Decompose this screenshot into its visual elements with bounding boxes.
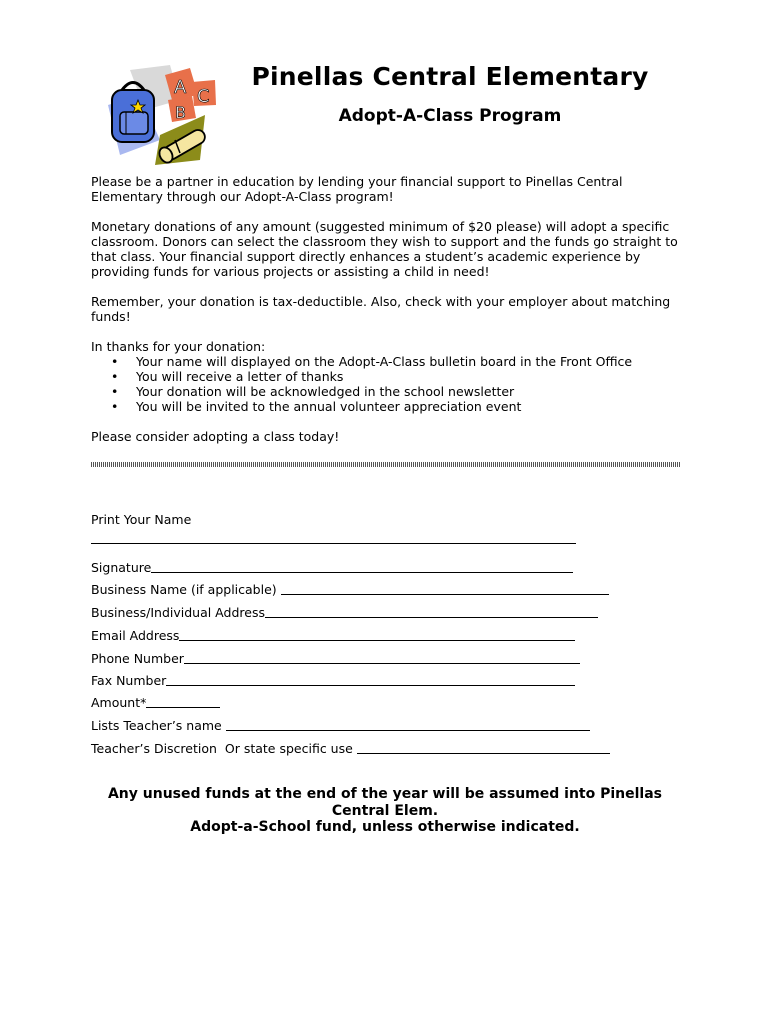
print-name-label: Print Your Name	[91, 512, 192, 527]
discretion-field	[91, 741, 610, 756]
phone-label: Phone Number	[91, 651, 184, 666]
backpack-icon	[112, 83, 154, 143]
fax-field	[91, 673, 575, 688]
letter-a: A	[174, 77, 187, 98]
benefit-text: Your donation will be acknowledged in the school newsletter	[136, 384, 515, 399]
address-input-line[interactable]	[265, 605, 598, 618]
email-label: Email Address	[91, 628, 180, 643]
program-subtitle: Adopt-A-Class Program	[338, 106, 562, 126]
letter-b: B	[175, 103, 186, 122]
signature-field	[91, 560, 573, 575]
phone-field	[91, 651, 580, 666]
amount-input-line[interactable]	[146, 695, 220, 708]
thanks-heading: In thanks for your donation:	[91, 339, 266, 354]
bullet-icon: •	[111, 369, 119, 384]
tax-note-paragraph: Remember, your donation is tax-deductible. Also, check with your employer about matching funds!	[91, 294, 671, 324]
list-item	[91, 369, 691, 384]
business-name-label: Business Name (if applicable)	[91, 582, 281, 597]
teacher-name-label: Lists Teacher’s name	[91, 718, 226, 733]
list-item	[91, 384, 691, 399]
business-name-field	[91, 582, 609, 597]
signature-label: Signature	[91, 560, 152, 575]
notice-line-2: Central Elem.	[331, 802, 439, 819]
email-field	[91, 628, 575, 643]
discretion-input-line[interactable]	[357, 741, 610, 754]
amount-field	[91, 695, 220, 710]
address-field	[91, 605, 598, 620]
letter-c: C	[197, 86, 210, 107]
signature-input-line[interactable]	[151, 560, 573, 573]
amount-label: Amount*	[91, 695, 147, 710]
donation-info-paragraph: Monetary donations of any amount (suggested minimum of $20 please) will adopt a specific classroom. Donors can select the classroom they wish to support and the funds go straight to that class. Your financial support directly enhances a student’s academic experience by providing funds for various projects or assisting a child in need!	[91, 219, 678, 279]
email-input-line[interactable]	[179, 628, 575, 641]
letter-body	[91, 174, 691, 459]
bullet-icon: •	[111, 354, 119, 369]
unused-funds-notice	[91, 786, 679, 836]
benefits-list	[91, 354, 691, 414]
bullet-icon: •	[111, 384, 119, 399]
address-label: Business/Individual Address	[91, 605, 265, 620]
fax-label: Fax Number	[91, 673, 167, 688]
print-name-field	[91, 512, 191, 527]
discretion-label: Teacher’s Discretion Or state specific use	[91, 741, 357, 756]
benefit-text: You will receive a letter of thanks	[136, 369, 344, 384]
phone-input-line[interactable]	[184, 651, 580, 664]
closing-paragraph: Please consider adopting a class today!	[91, 429, 340, 444]
list-item	[91, 399, 691, 414]
fax-input-line[interactable]	[166, 673, 575, 686]
business-name-input-line[interactable]	[281, 582, 609, 595]
print-name-input-line[interactable]	[91, 543, 576, 544]
notice-line-3: Adopt-a-School fund, unless otherwise indicated.	[190, 819, 580, 835]
notice-line-1: Any unused funds at the end of the year will be assumed into Pinellas	[107, 786, 663, 802]
list-item	[91, 354, 691, 369]
cut-line-divider	[91, 462, 681, 467]
teacher-name-field	[91, 718, 590, 733]
teacher-name-input-line[interactable]	[226, 718, 590, 731]
page-title: Pinellas Central Elementary	[251, 62, 649, 91]
benefit-text: You will be invited to the annual volunteer appreciation event	[136, 399, 522, 414]
bullet-icon: •	[111, 399, 119, 414]
intro-paragraph: Please be a partner in education by lending your financial support to Pinellas Central Elementary through our Adopt-A-Class program!	[91, 174, 623, 204]
benefit-text: Your name will displayed on the Adopt-A-Class bulletin board in the Front Office	[136, 354, 633, 369]
